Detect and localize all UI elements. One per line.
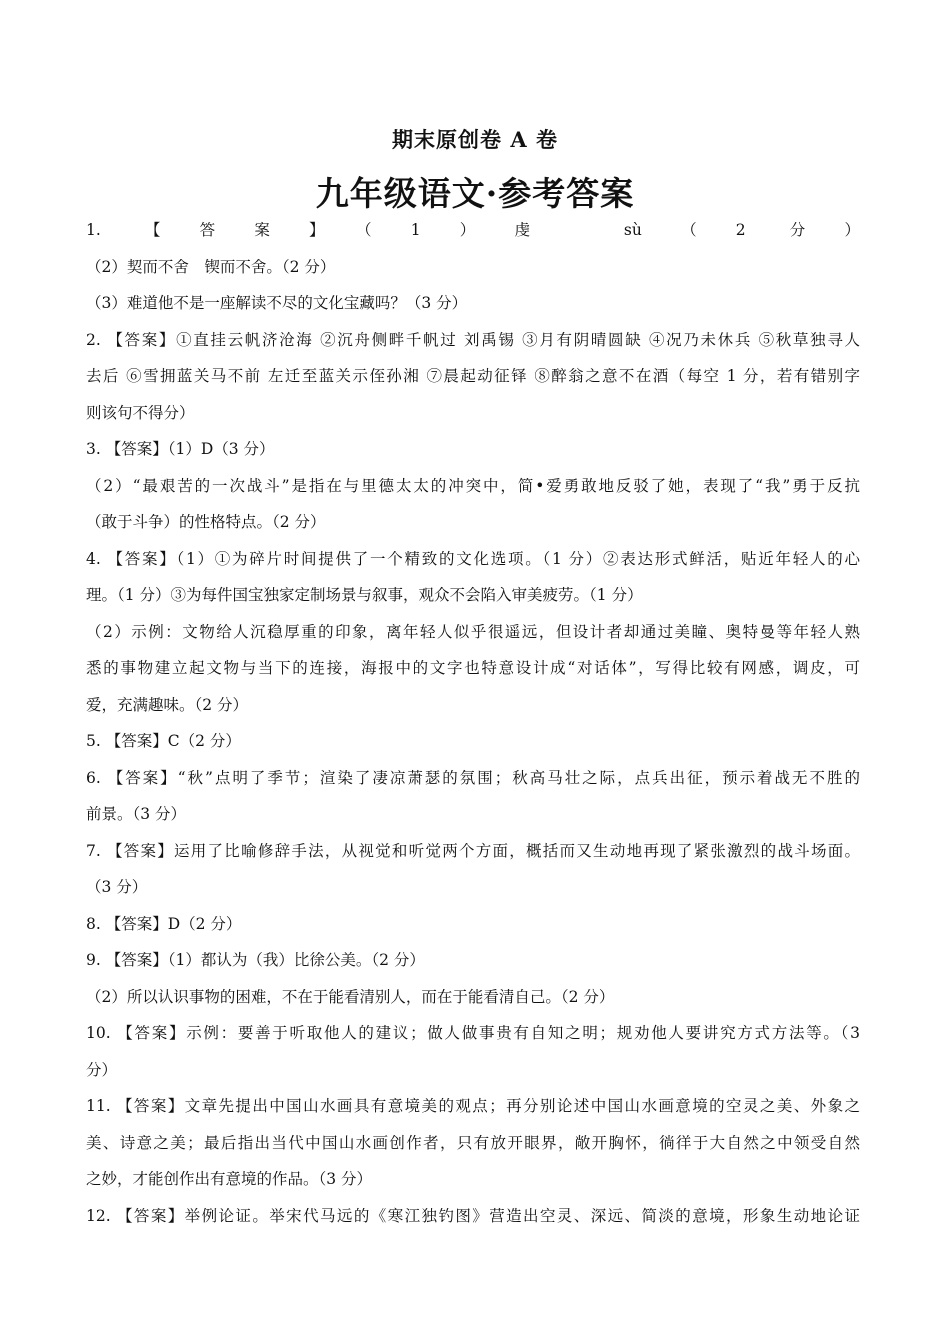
answer-line: 分）	[86, 1060, 118, 1079]
answer-line: 1. 【答案】（1）虔 sù（2 分）	[86, 221, 860, 239]
answer-line: 12. 【答案】举例论证。举宋代马远的《寒江独钓图》营造出空灵、深远、简淡的意境，形象生动地论证	[86, 1206, 860, 1225]
answer-line: （2）“最艰苦的一次战斗”是指在与里德太太的冲突中，简•爱勇敢地反驳了她，表现了“我”勇于反抗	[86, 476, 860, 495]
answer-line: 4. 【答案】（1）①为碎片时间提供了一个精致的文化选项。（1 分）②表达形式鲜活，贴近年轻人的心	[86, 549, 860, 568]
answer-line: （2）所以认识事物的困难，不在于能看清别人，而在于能看清自己。（2 分）	[86, 987, 615, 1006]
answer-line: 9. 【答案】（1）都认为（我）比徐公美。（2 分）	[86, 951, 425, 969]
answer-line: 前景。（3 分）	[86, 805, 187, 823]
answer-line: 3. 【答案】（1）D（3 分）	[86, 440, 275, 458]
answer-line: 之妙，才能创作出有意境的作品。（3 分）	[86, 1170, 373, 1188]
answer-line: 2. 【答案】①直挂云帆济沧海 ②沉舟侧畔千帆过 刘禹锡 ③月有阴晴圆缺 ④况乃未休兵 ⑤秋草独寻人	[86, 330, 860, 349]
answer-line: 6. 【答案】“秋”点明了季节；渲染了凄凉萧瑟的氛围；秋高马壮之际，点兵出征，预示着战无不胜的	[86, 768, 860, 787]
answer-line: 理。（1 分）③为每件国宝独家定制场景与叙事，观众不会陷入审美疲劳。（1 分）	[86, 586, 643, 604]
answer-line: 7. 【答案】运用了比喻修辞手法，从视觉和听觉两个方面，概括而又生动地再现了紧张激烈的战斗场面。	[86, 841, 860, 860]
page-title: 九年级语文·参考答案	[315, 174, 635, 213]
answer-line: （3）难道他不是一座解读不尽的文化宝藏吗？（3 分）	[86, 294, 468, 312]
answer-line: 悉的事物建立起文物与当下的连接，海报中的文字也特意设计成“对话体”，写得比较有网感，调皮，可	[86, 659, 860, 677]
answer-line: 则该句不得分）	[86, 403, 195, 422]
answer-line: （敢于斗争）的性格特点。（2 分）	[86, 513, 326, 531]
answer-line: 10. 【答案】示例：要善于听取他人的建议；做人做事贵有自知之明；规劝他人要讲究方式方法等。（3	[86, 1024, 860, 1042]
answer-line: 5. 【答案】C（2 分）	[86, 732, 241, 750]
answer-line: （2）契而不舍 锲而不舍。（2 分）	[86, 257, 336, 276]
answer-line: （2）示例：文物给人沉稳厚重的印象，离年轻人似乎很遥远，但设计者却通过美瞳、奥特曼等年轻人熟	[86, 622, 860, 641]
answer-line: （3 分）	[86, 878, 148, 896]
answer-line: 11. 【答案】文章先提出中国山水画具有意境美的观点；再分别论述中国山水画意境的空灵之美、外象之	[86, 1097, 860, 1115]
answer-list	[86, 212, 860, 1234]
exam-subtitle: 期末原创卷 A 卷	[392, 127, 558, 152]
answer-line: 去后 ⑥雪拥蓝关马不前 左迁至蓝关示侄孙湘 ⑦晨起动征铎 ⑧醉翁之意不在酒（每空 1 分，若有错别字	[86, 367, 860, 385]
answer-line: 爱，充满趣味。（2 分）	[86, 695, 249, 714]
answer-line: 美、诗意之美；最后指出当代中国山水画创作者，只有放开眼界，敞开胸怀，徜徉于大自然之中领受自然	[86, 1133, 860, 1152]
answer-line: 8. 【答案】D（2 分）	[86, 914, 242, 933]
